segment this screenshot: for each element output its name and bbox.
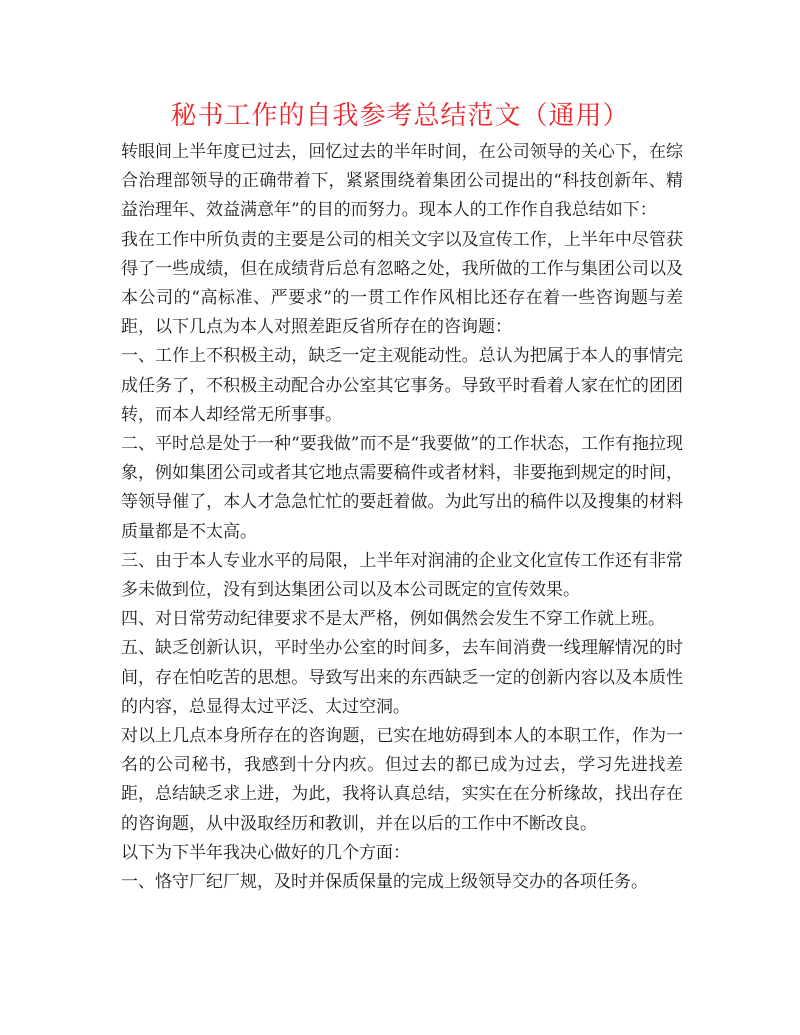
paragraph: 四、对日常劳动纪律要求不是太严格，例如偶然会发生不穿工作就上班。 [121, 609, 665, 630]
paragraph: 我在工作中所负责的主要是公司的相关文字以及宣传工作，上半年中尽管获得了一些成绩，但在成绩背后总有忽略之处，我所做的工作与集团公司以及本公司的“高标准、严要求”的一贯工作作风相比还存在着一些咨询题与差距，以下几点为本人对照差距反省所存在的咨询题： [121, 229, 683, 338]
document-body [121, 138, 683, 897]
paragraph: 转眼间上半年度已过去，回忆过去的半年时间，在公司领导的关心下，在综合治理部领导的正确带着下，紧紧围绕着集团公司提出的“科技创新年、精益治理年、效益满意年”的目的而努力。现本人的工作作自我总结如下： [121, 142, 683, 221]
paragraph: 二、平时总是处于一种“要我做”而不是“我要做”的工作状态，工作有拖拉现象，例如集团公司或者其它地点需要稿件或者材料，非要拖到规定的时间，等领导催了，本人才急急忙忙的要赶着做。为此写出的稿件以及搜集的材料质量都是不太高。 [121, 434, 683, 542]
paragraph: 一、恪守厂纪厂规，及时并保质保量的完成上级领导交办的各项任务。 [121, 872, 648, 893]
paragraph: 一、工作上不积极主动，缺乏一定主观能动性。总认为把属于本人的事情完成任务了，不积极主动配合办公室其它事务。导致平时看着人家在忙的团团转，而本人却经常无所事事。 [121, 346, 683, 425]
paragraph: 以下为下半年我决心做好的几个方面： [121, 842, 410, 863]
paragraph: 三、由于本人专业水平的局限，上半年对润浦的企业文化宣传工作还有非常多未做到位，没有到达集团公司以及本公司既定的宣传效果。 [121, 550, 683, 601]
paragraph: 五、缺乏创新认识，平时坐办公室的时间多，去车间消费一线理解情况的时间，存在怕吃苦的思想。导致写出来的东西缺乏一定的创新内容以及本质性的内容，总显得太过平泛、太过空洞。 [121, 638, 683, 717]
document-title: 秘书工作的自我参考总结范文（通用） [170, 101, 630, 131]
paragraph: 对以上几点本身所存在的咨询题，已实在地妨碍到本人的本职工作，作为一名的公司秘书，我感到十分内疚。但过去的都已成为过去，学习先进找差距，总结缺乏求上进，为此，我将认真总结，实实在在分析缘故，找出存在的咨询题，从中汲取经历和教训，并在以后的工作中不断改良。 [121, 726, 683, 834]
